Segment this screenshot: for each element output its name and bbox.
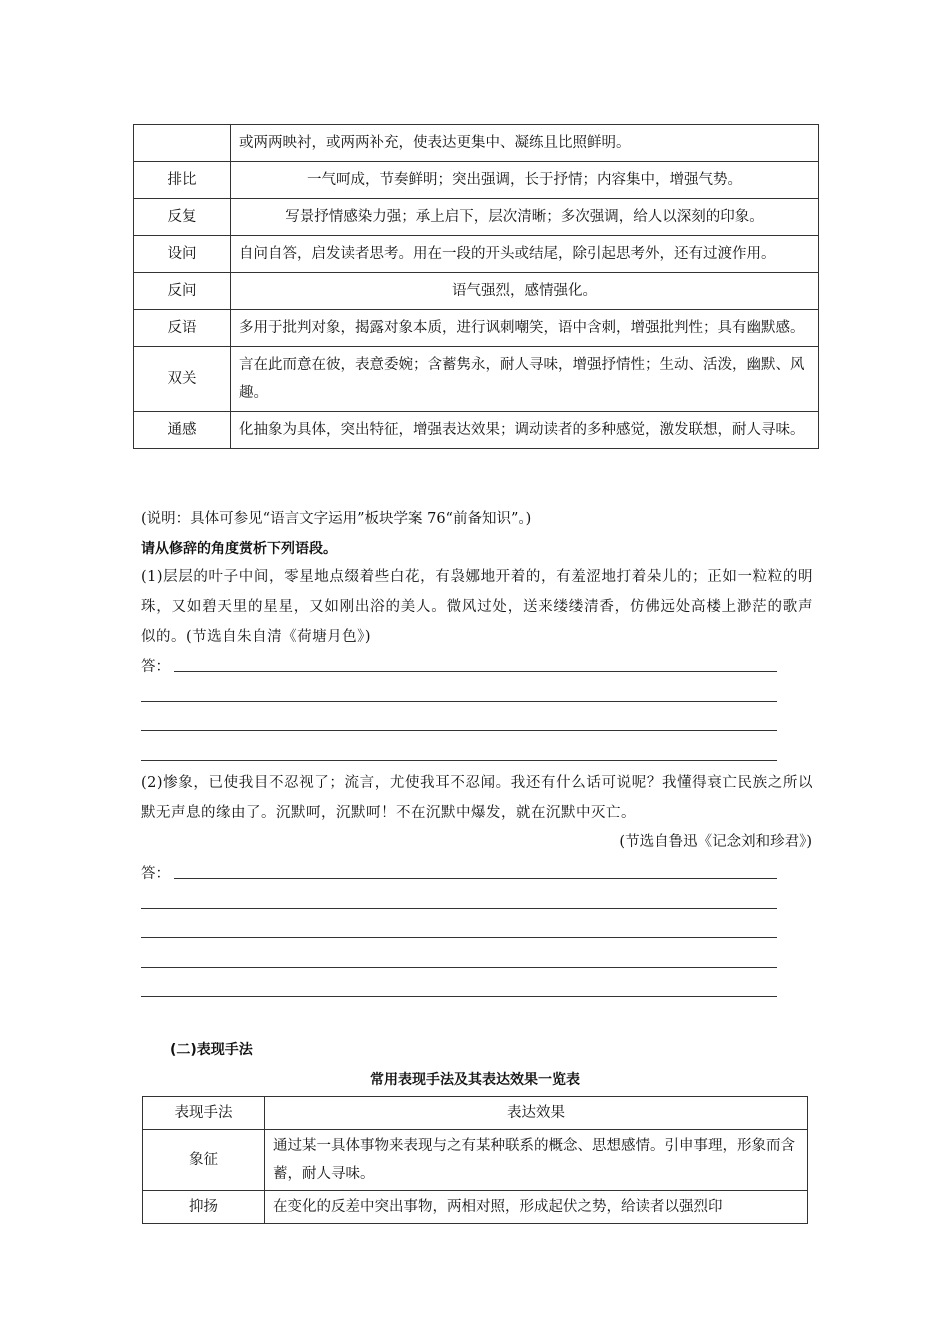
answer-line[interactable] bbox=[141, 967, 777, 968]
note-text: (说明：具体可参见“语言文字运用”板块学案 76“前备知识”。) bbox=[141, 511, 532, 527]
table-row bbox=[134, 199, 819, 236]
effect-cell: 通过某一具体事物来表现与之有某种联系的概念、思想感情。引申事理，形象而含蓄，耐人寻味。 bbox=[265, 1130, 808, 1191]
table-title: 常用表现手法及其表达效果一览表 bbox=[370, 1072, 580, 1088]
passage-1: (1)层层的叶子中间，零星地点缀着些白花，有袅娜地开着的，有羞涩地打着朵儿的；正如一粒粒的明珠，又如碧天里的星星，又如刚出浴的美人。微风过处，送来缕缕清香，仿佛远处高楼上渺茫的歌声似的。(节选自朱自清《荷塘月色》) bbox=[141, 569, 813, 645]
answer-line[interactable] bbox=[141, 760, 777, 761]
technique-cell: 象征 bbox=[143, 1130, 265, 1191]
exercise-heading: 请从修辞的角度赏析下列语段。 bbox=[141, 541, 337, 557]
answer-line[interactable] bbox=[141, 908, 777, 909]
technique-cell: 抑扬 bbox=[143, 1191, 265, 1224]
answer-label: 答： bbox=[141, 659, 170, 675]
device-cell: 通感 bbox=[134, 412, 231, 449]
answer-line[interactable] bbox=[141, 701, 777, 702]
device-cell bbox=[134, 125, 231, 162]
answer-line[interactable] bbox=[174, 671, 777, 672]
table-row bbox=[134, 347, 819, 412]
rhetoric-effects-table bbox=[133, 124, 819, 449]
passage-2-source: (节选自鲁迅《记念刘和珍君》) bbox=[619, 834, 812, 850]
table-row bbox=[134, 310, 819, 347]
effect-cell: 化抽象为具体，突出特征，增强表达效果；调动读者的多种感觉，激发联想，耐人寻味。 bbox=[231, 412, 819, 449]
table-row bbox=[143, 1130, 808, 1191]
effect-cell: 或两两映衬，或两两补充，使表达更集中、凝练且比照鲜明。 bbox=[231, 125, 819, 162]
answer-line[interactable] bbox=[141, 937, 777, 938]
table-row bbox=[134, 412, 819, 449]
table-row bbox=[134, 273, 819, 310]
answer-line[interactable] bbox=[174, 878, 777, 879]
table-row bbox=[143, 1191, 808, 1224]
effect-cell: 写景抒情感染力强；承上启下，层次清晰；多次强调，给人以深刻的印象。 bbox=[231, 199, 819, 236]
effect-cell: 一气呵成，节奏鲜明；突出强调，长于抒情；内容集中，增强气势。 bbox=[231, 162, 819, 199]
column-header: 表达效果 bbox=[265, 1097, 808, 1130]
device-cell: 设问 bbox=[134, 236, 231, 273]
techniques-table bbox=[142, 1096, 808, 1224]
answer-label: 答： bbox=[141, 866, 170, 882]
effect-cell: 多用于批判对象，揭露对象本质，进行讽刺嘲笑，语中含刺，增强批判性；具有幽默感。 bbox=[231, 310, 819, 347]
column-header: 表现手法 bbox=[143, 1097, 265, 1130]
device-cell: 反复 bbox=[134, 199, 231, 236]
answer-line[interactable] bbox=[141, 730, 777, 731]
passage-2: (2)惨象，已使我目不忍视了；流言，尤使我耳不忍闻。我还有什么话可说呢？我懂得衰亡民族之所以默无声息的缘由了。沉默呵，沉默呵！不在沉默中爆发，就在沉默中灭亡。 bbox=[141, 775, 813, 821]
device-cell: 双关 bbox=[134, 347, 231, 412]
effect-cell: 语气强烈，感情强化。 bbox=[231, 273, 819, 310]
effect-cell: 自问自答，启发读者思考。用在一段的开头或结尾，除引起思考外，还有过渡作用。 bbox=[231, 236, 819, 273]
device-cell: 反问 bbox=[134, 273, 231, 310]
device-cell: 反语 bbox=[134, 310, 231, 347]
table-row bbox=[134, 162, 819, 199]
table-row bbox=[134, 125, 819, 162]
effect-cell: 在变化的反差中突出事物，两相对照，形成起伏之势，给读者以强烈印 bbox=[265, 1191, 808, 1224]
table-header-row bbox=[143, 1097, 808, 1130]
table-row bbox=[134, 236, 819, 273]
answer-line[interactable] bbox=[141, 996, 777, 997]
device-cell: 排比 bbox=[134, 162, 231, 199]
effect-cell: 言在此而意在彼，表意委婉；含蓄隽永，耐人寻味，增强抒情性；生动、活泼，幽默、风趣。 bbox=[231, 347, 819, 412]
section-title: (二)表现手法 bbox=[170, 1042, 253, 1058]
